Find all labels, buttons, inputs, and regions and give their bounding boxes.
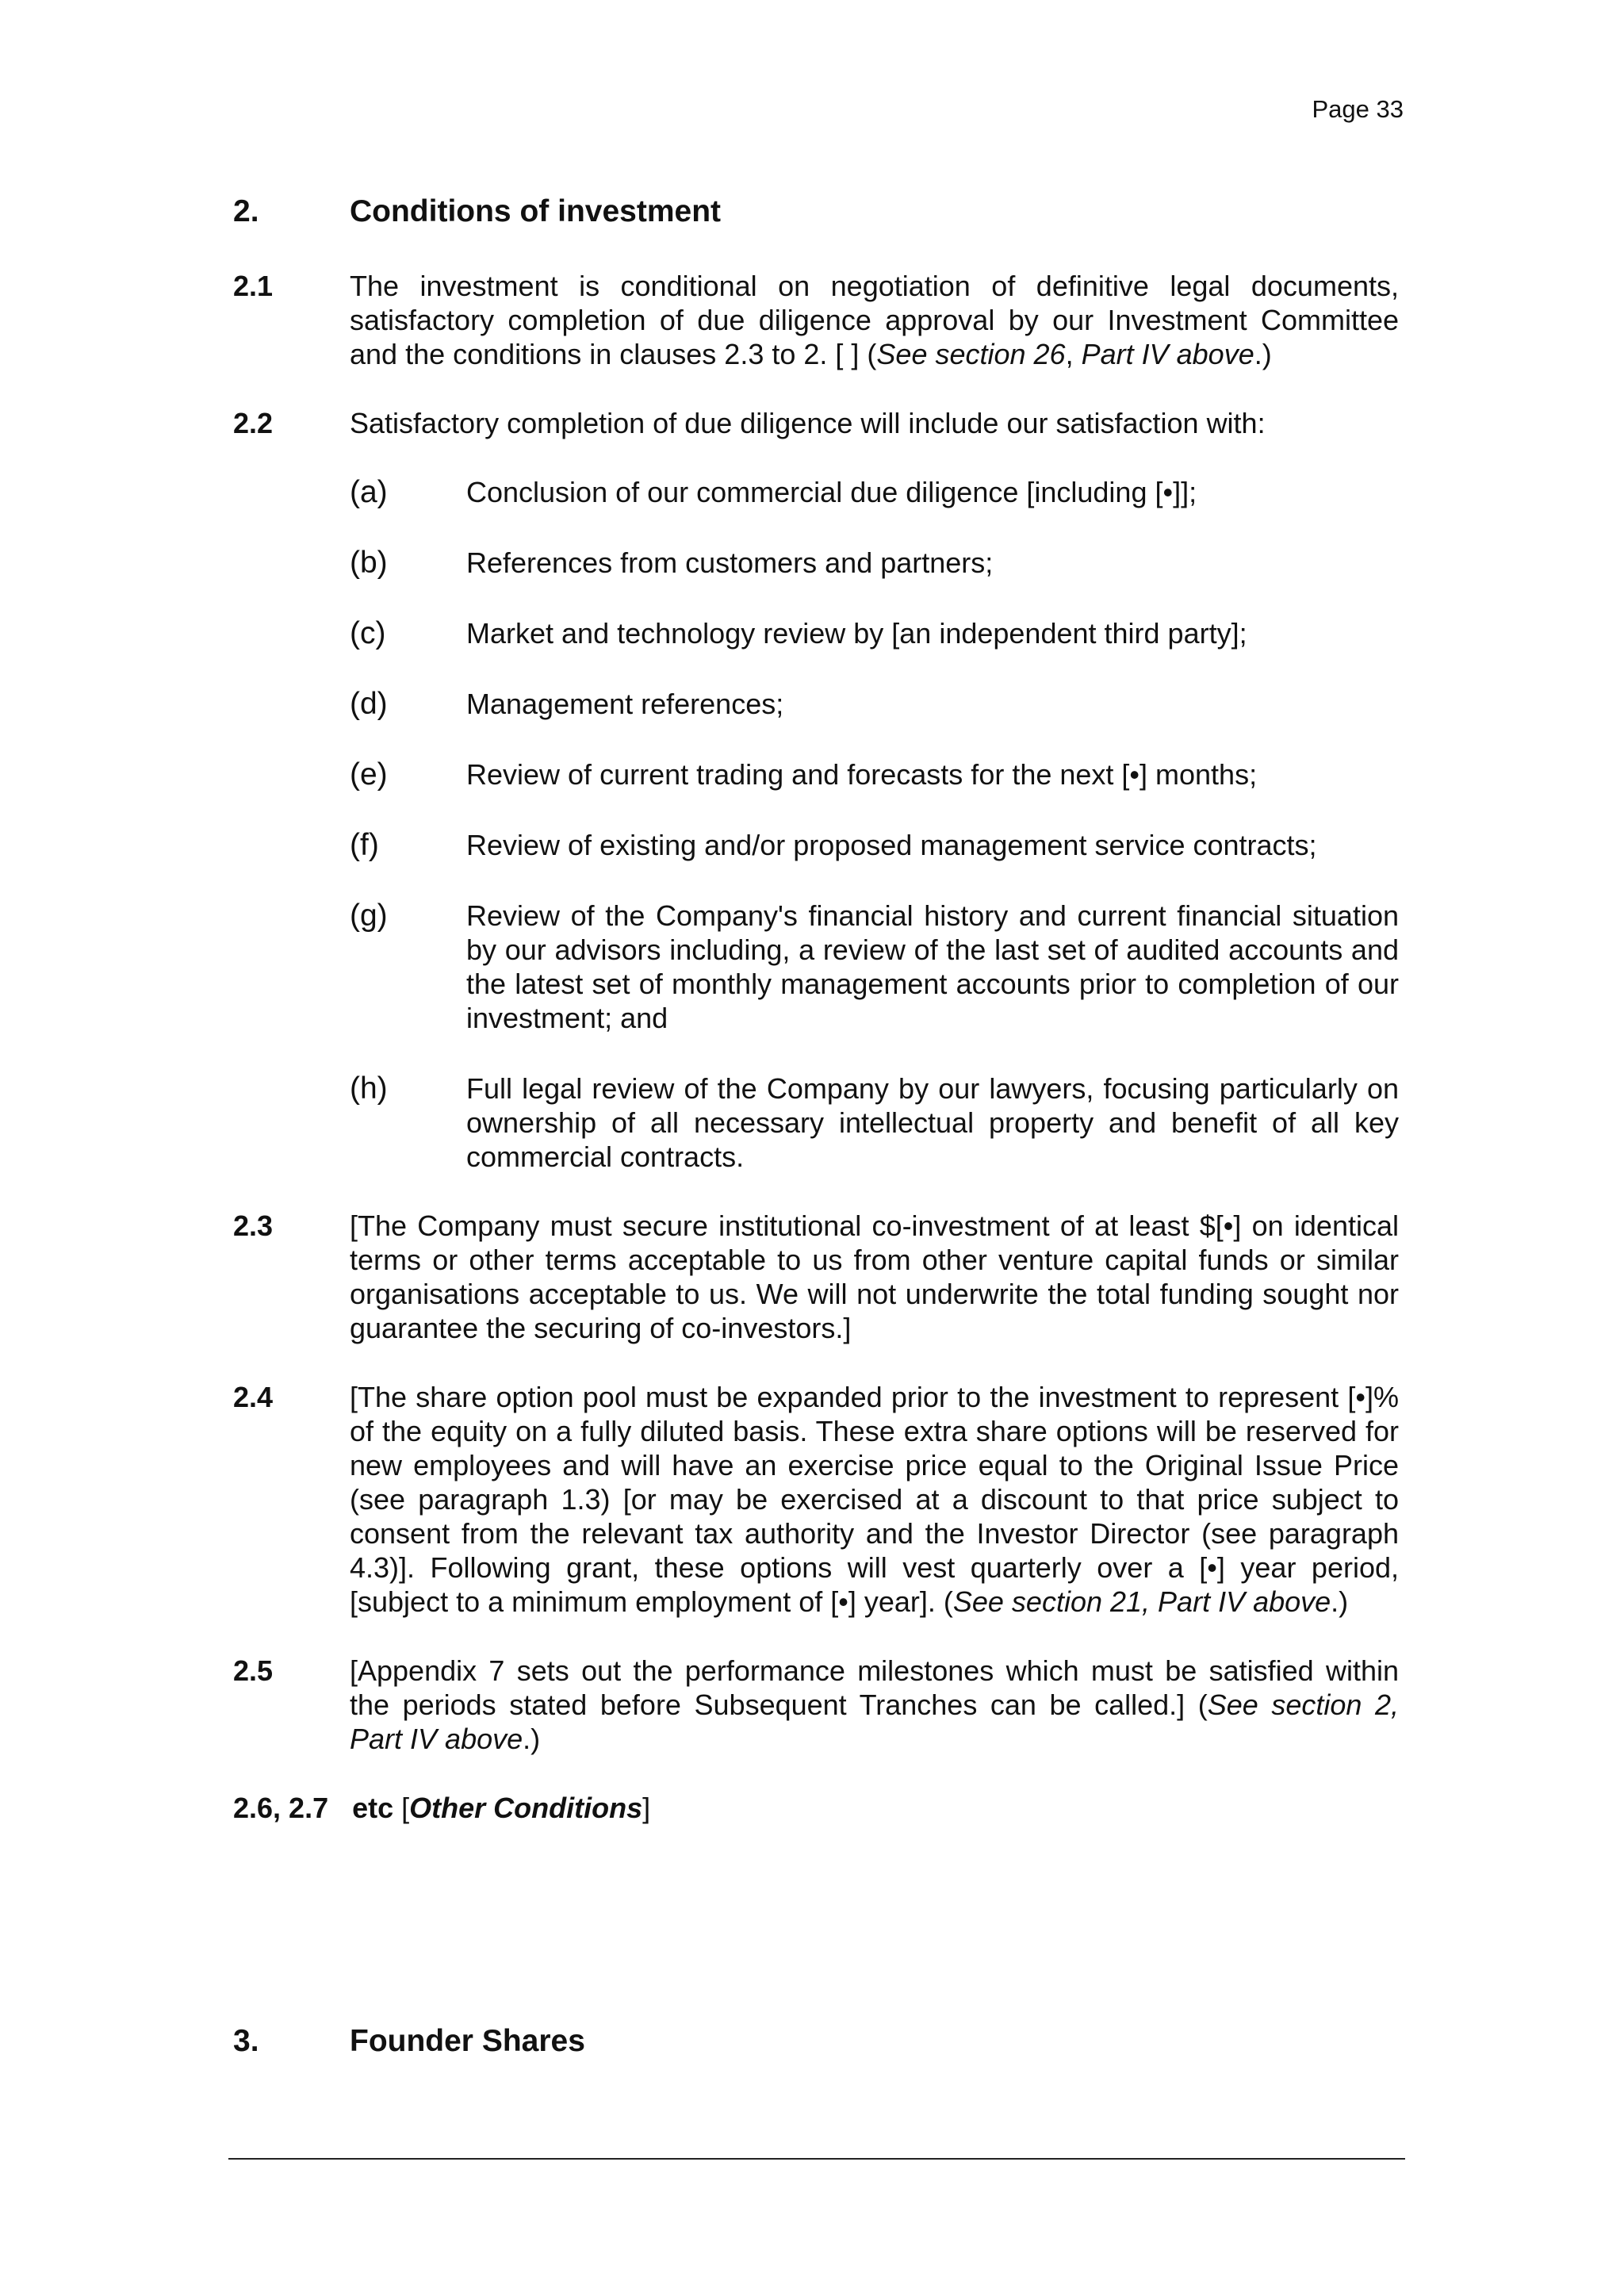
section-3-heading — [233, 2023, 1399, 2060]
item-text: Conclusion of our commercial due diligence [including [•]]; — [466, 475, 1197, 508]
clause-2-3 — [233, 1209, 1399, 1345]
item-label: (c) — [350, 615, 386, 650]
clause-text: [Appendix 7 sets out the performance milestones which must be satisfied within the periods stated before Subsequent Tranches can be called.] (See section 2, Part IV above.) — [350, 1654, 1399, 1755]
clause-2-2-items — [350, 475, 1399, 1174]
item-text: Market and technology review by [an independent third party]; — [466, 616, 1247, 650]
item-text: References from customers and partners; — [466, 546, 994, 579]
list-item — [350, 757, 1399, 792]
clause-2-6-2-7: 2.6, 2.7 etc [Other Conditions] — [233, 1791, 651, 1824]
section-number: 3. — [233, 2023, 259, 2058]
clause-2-4 — [233, 1380, 1399, 1619]
item-label: (e) — [350, 757, 388, 792]
item-label: (a) — [350, 474, 388, 509]
page-number: Page 33 — [1312, 95, 1404, 123]
item-text: Review of existing and/or proposed management service contracts; — [466, 828, 1317, 861]
list-item — [350, 687, 1399, 721]
list-item — [350, 899, 1399, 1035]
clause-text: The investment is conditional on negotiation of definitive legal documents, satisfactory completion of due diligence approval by our Investment Committee and the conditions in clauses 2.3 to 2. [ ] (See section 26, Part IV above.) — [350, 269, 1399, 370]
clause-placeholder: Other Conditions — [409, 1791, 643, 1824]
clause-2-5 — [233, 1654, 1399, 1756]
item-label: (g) — [350, 898, 388, 933]
clause-number: 2.2 — [233, 406, 274, 439]
item-text: Management references; — [466, 687, 784, 720]
item-text: Review of the Company's financial history and current financial situation by our advisors including, a review of the last set of audited accounts and the latest set of monthly management accounts prior to completion of our investment; and — [466, 899, 1399, 1034]
list-item — [350, 616, 1399, 650]
list-item — [350, 546, 1399, 580]
clause-etc: etc — [352, 1791, 394, 1824]
item-label: (b) — [350, 545, 388, 580]
footer-divider — [228, 2158, 1405, 2160]
clause-text: Satisfactory completion of due diligence will include our satisfaction with: — [350, 406, 1266, 439]
list-item — [350, 828, 1399, 862]
item-text: Full legal review of the Company by our lawyers, focusing particularly on ownership of all necessary intellectual property and benefit of all key commercial contracts. — [466, 1071, 1399, 1173]
clause-number: 2.6, 2.7 — [233, 1791, 329, 1824]
clause-number: 2.3 — [233, 1209, 274, 1242]
clause-number: 2.5 — [233, 1654, 274, 1687]
item-label: (d) — [350, 686, 388, 721]
clause-text: [The share option pool must be expanded prior to the investment to represent [•]% of the equity on a fully diluted basis. These extra share options will be reserved for new employees and will have an exercise price equal to the Original Issue Price (see paragraph 1.3) [or may be exercised at a discount to that price subject to consent from the relevant tax authority and the Investor Director (see paragraph 4.3)]. Following grant, these options will vest quarterly over a [•] year period, [subject to a minimum employment of [•] year]. (See section 21, Part IV above.) — [350, 1380, 1399, 1618]
clause-number: 2.1 — [233, 269, 274, 302]
section-2-heading — [233, 194, 1399, 231]
document-body — [233, 194, 1399, 2060]
item-label: (f) — [350, 827, 379, 862]
section-title: Founder Shares — [350, 2023, 585, 2058]
clause-2-2 — [233, 406, 1399, 440]
section-number: 2. — [233, 194, 259, 228]
clause-number: 2.4 — [233, 1380, 274, 1413]
section-title: Conditions of investment — [350, 194, 721, 228]
item-text: Review of current trading and forecasts for the next [•] months; — [466, 757, 1258, 791]
list-item — [350, 475, 1399, 509]
list-item — [350, 1071, 1399, 1174]
clause-text: [The Company must secure institutional co-investment of at least $[•] on identical terms or other terms acceptable to us from other venture capital funds or similar organisations acceptable to us. We will not underwrite the total funding sought nor guarantee the securing of co-investors.] — [350, 1209, 1399, 1344]
clause-2-1 — [233, 269, 1399, 371]
item-label: (h) — [350, 1071, 388, 1106]
